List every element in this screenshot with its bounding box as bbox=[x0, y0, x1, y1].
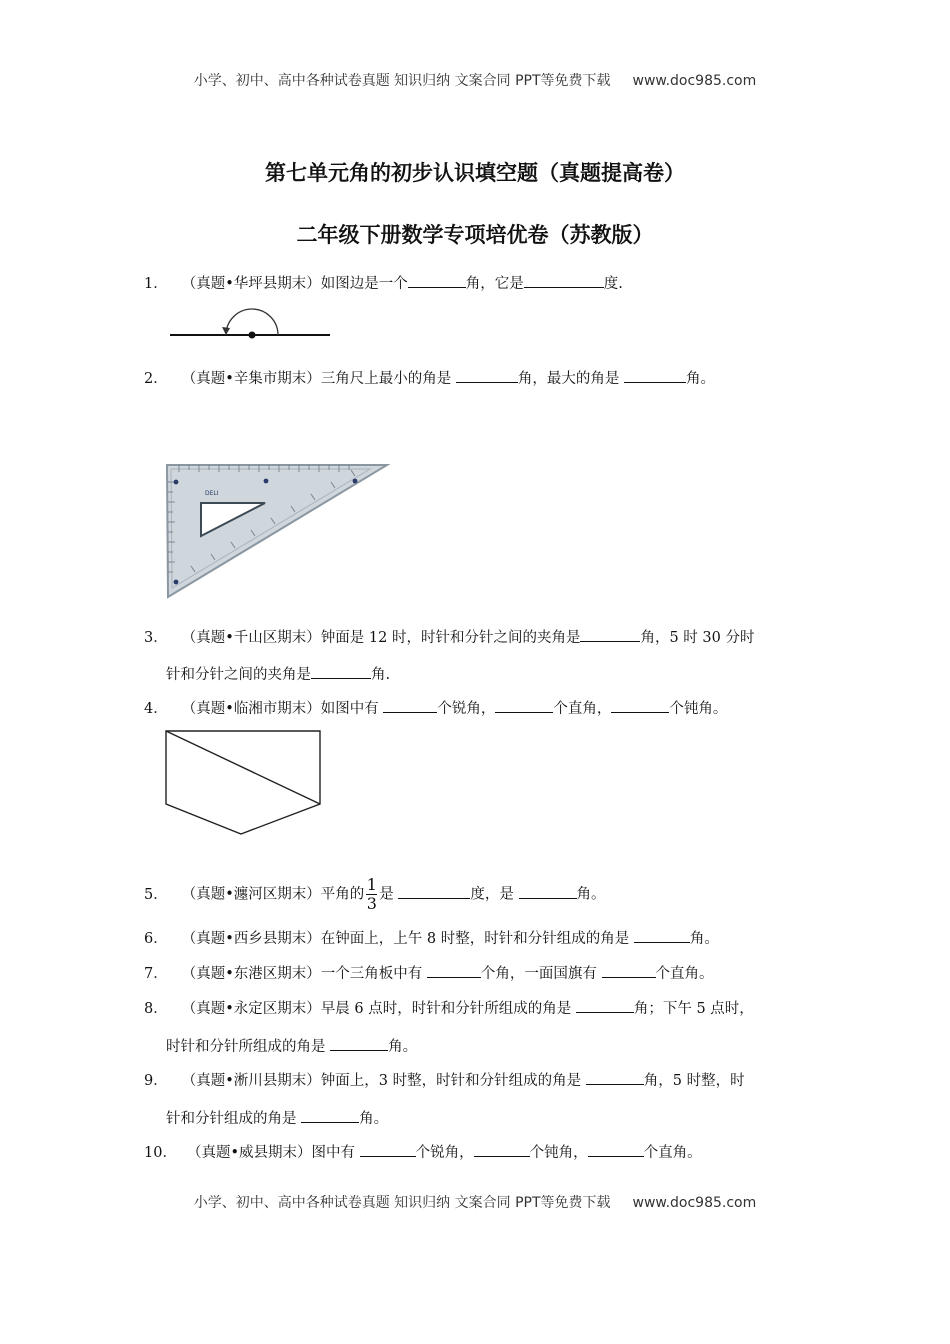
question-number: 5． bbox=[144, 886, 168, 903]
answer-blank[interactable] bbox=[427, 963, 481, 978]
vertex-dot bbox=[249, 332, 256, 339]
question-4: 4． （真题•临湘市期末）如图中有 个锐角， 个直角， 个钝角。 bbox=[144, 698, 727, 719]
question-7: 7． （真题•东港区期末）一个三角板中有 个角，一面国旗有 个直角。 bbox=[144, 963, 714, 984]
pentagon-outline bbox=[166, 731, 320, 834]
question-number: 3． bbox=[144, 630, 168, 646]
footer-url[interactable]: www.doc985.com bbox=[632, 1195, 757, 1211]
answer-blank[interactable] bbox=[456, 368, 518, 383]
page-title: 第七单元角的初步认识填空题（真题提高卷） bbox=[265, 161, 685, 185]
question-3: 3． （真题•千山区期末）钟面是 12 时，时针和分针之间的夹角是 角，5 时 30 分时 bbox=[144, 627, 754, 648]
straight-angle-figure bbox=[168, 305, 333, 345]
question-number: 7． bbox=[144, 966, 168, 982]
question-number: 4． bbox=[144, 701, 168, 717]
header-text: 小学、初中、高中各种试卷真题 知识归纳 文案合同 PPT等免费下载 bbox=[193, 73, 611, 89]
answer-blank[interactable] bbox=[330, 1036, 388, 1051]
question-8-line-2: 时针和分针所组成的角是 角。 bbox=[166, 1036, 417, 1057]
page-subtitle: 二年级下册数学专项培优卷（苏教版） bbox=[296, 223, 654, 247]
ruler-dot bbox=[174, 480, 179, 485]
ruler-dot bbox=[353, 479, 358, 484]
question-1: 1． （真题•华坪县期末）如图边是一个 角，它是 度. bbox=[144, 273, 623, 294]
answer-blank[interactable] bbox=[360, 1142, 416, 1157]
question-3-line-2: 针和分针之间的夹角是 角. bbox=[166, 664, 390, 685]
answer-blank[interactable] bbox=[586, 1070, 644, 1085]
ruler-label: DELI bbox=[205, 490, 219, 497]
answer-blank[interactable] bbox=[576, 998, 634, 1013]
question-number: 10． bbox=[144, 1145, 177, 1161]
question-number: 8． bbox=[144, 1001, 168, 1017]
pentagon-figure bbox=[163, 729, 325, 837]
arc-arrow bbox=[222, 327, 230, 335]
question-2: 2． （真题•辛集市期末）三角尺上最小的角是 角，最大的角是 角。 bbox=[144, 368, 715, 389]
answer-blank[interactable] bbox=[495, 698, 553, 713]
question-number: 2． bbox=[144, 371, 168, 387]
page-footer bbox=[0, 1192, 950, 1212]
answer-blank[interactable] bbox=[624, 368, 686, 383]
answer-blank[interactable] bbox=[383, 698, 437, 713]
triangle-ruler-image bbox=[165, 462, 390, 600]
answer-blank[interactable] bbox=[398, 884, 470, 899]
answer-blank[interactable] bbox=[611, 698, 669, 713]
question-9-line-2: 针和分针组成的角是 角。 bbox=[166, 1108, 388, 1129]
answer-blank[interactable] bbox=[474, 1142, 530, 1157]
answer-blank[interactable] bbox=[408, 273, 466, 288]
fraction-one-third: $\frac{1}{3}$ bbox=[366, 875, 377, 913]
question-8: 8． （真题•永定区期末）早晨 6 点时，时针和分针所组成的角是 角；下午 5 点时， bbox=[144, 998, 754, 1019]
ruler-dot bbox=[174, 580, 179, 585]
answer-blank[interactable] bbox=[524, 273, 604, 288]
ruler-dot bbox=[264, 479, 269, 484]
header-url[interactable]: www.doc985.com bbox=[632, 73, 757, 89]
question-9: 9． （真题•淅川县期末）钟面上，3 时整，时针和分针组成的角是 角，5 时整，时 bbox=[144, 1070, 745, 1091]
answer-blank[interactable] bbox=[602, 963, 656, 978]
answer-blank[interactable] bbox=[301, 1108, 359, 1123]
question-5: 5． （真题•瀍河区期末）平角的 $\frac{1}{3}$ 是 度，是 角。 bbox=[144, 875, 606, 913]
angle-arc bbox=[226, 309, 278, 335]
answer-blank[interactable] bbox=[311, 664, 371, 679]
answer-blank[interactable] bbox=[580, 627, 640, 642]
answer-blank[interactable] bbox=[588, 1142, 644, 1157]
answer-blank[interactable] bbox=[634, 928, 690, 943]
question-number: 6． bbox=[144, 931, 168, 947]
diagonal-line bbox=[166, 731, 320, 804]
answer-blank[interactable] bbox=[519, 884, 577, 899]
footer-text: 小学、初中、高中各种试卷真题 知识归纳 文案合同 PPT等免费下载 bbox=[193, 1195, 611, 1211]
question-6: 6． （真题•西乡县期末）在钟面上，上午 8 时整，时针和分针组成的角是 角。 bbox=[144, 928, 719, 949]
page-header bbox=[0, 70, 950, 90]
question-number: 9． bbox=[144, 1073, 168, 1089]
question-10: 10． （真题•威县期末）图中有 个锐角， 个钝角， 个直角。 bbox=[144, 1142, 702, 1163]
question-number: 1． bbox=[144, 276, 168, 292]
